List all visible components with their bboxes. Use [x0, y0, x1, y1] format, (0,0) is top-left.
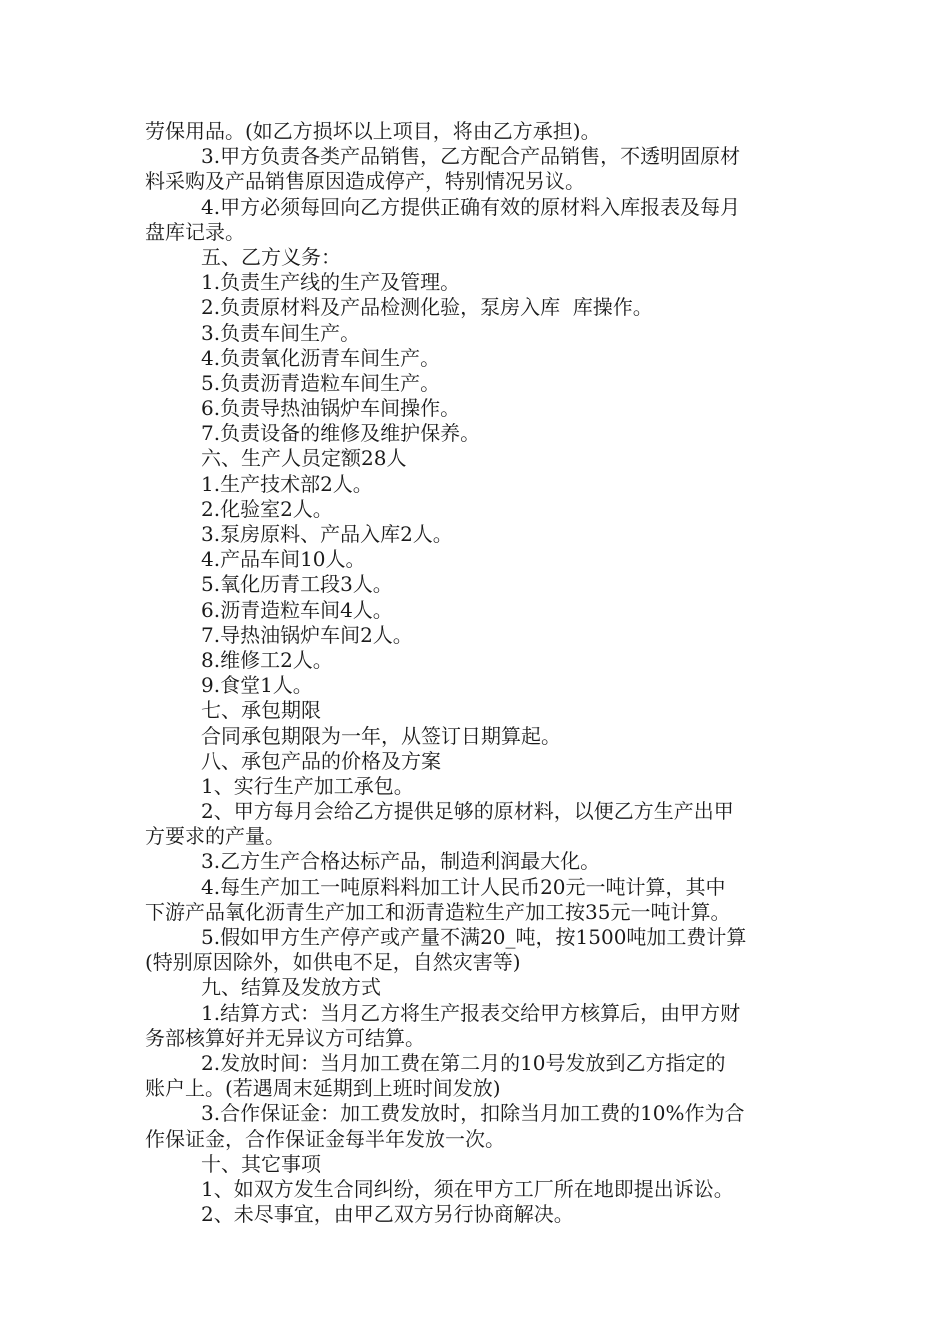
- text-line: 3.甲方负责各类产品销售，乙方配合产品销售，不透明固原材: [201, 144, 741, 169]
- text-line: 五、乙方义务：: [201, 244, 341, 269]
- text-line: 4.甲方必须每回向乙方提供正确有效的原材料入库报表及每月: [201, 194, 741, 219]
- text-line: 3.乙方生产合格达标产品，制造利润最大化。: [201, 849, 601, 874]
- text-line: 2.负责原材料及产品检测化验，泵房入库 库操作。: [201, 295, 653, 320]
- text-line: 2.发放时间：当月加工费在第二月的10号发放到乙方指定的: [201, 1050, 726, 1075]
- text-line: 3.负责车间生产。: [201, 320, 361, 345]
- text-line: 2、甲方每月会给乙方提供足够的原材料，以便乙方生产出甲: [201, 799, 734, 824]
- text-line: 3.合作保证金：加工费发放时，扣除当月加工费的10%作为合: [201, 1101, 745, 1126]
- text-line: 6.沥青造粒车间4人。: [201, 597, 393, 622]
- text-line: 盘库记录。: [145, 219, 245, 244]
- text-line: 5.氧化历青工段3人。: [201, 572, 393, 597]
- document-body: [145, 119, 815, 1227]
- text-line: 1、如双方发生合同纠纷，须在甲方工厂所在地即提出诉讼。: [201, 1176, 734, 1201]
- text-line: 劳保用品。(如乙方损坏以上项目，将由乙方承担)。: [145, 119, 601, 143]
- text-line: 2.化验室2人。: [201, 496, 333, 521]
- text-line: 4.产品车间10人。: [201, 547, 366, 572]
- text-line: 4.每生产加工一吨原料料加工计人民币20元一吨计算，其中: [201, 874, 726, 899]
- text-line: 4.负责氧化沥青车间生产。: [201, 345, 441, 370]
- text-line: 料采购及产品销售原因造成停产，特别情况另议。: [145, 169, 585, 194]
- text-line: 务部核算好并无异议方可结算。: [145, 1025, 425, 1050]
- text-line: 1.负责生产线的生产及管理。: [201, 270, 461, 295]
- text-line: 十、其它事项: [201, 1151, 321, 1176]
- text-line: 6.负责导热油锅炉车间操作。: [201, 396, 461, 421]
- text-line: 合同承包期限为一年，从签订日期算起。: [201, 723, 561, 748]
- text-line: 5.假如甲方生产停产或产量不满20_吨，按1500吨加工费计算: [201, 925, 747, 949]
- text-line: 9.食堂1人。: [201, 673, 313, 698]
- text-line: 1、实行生产加工承包。: [201, 773, 414, 798]
- text-line: 作保证金，合作保证金每半年发放一次。: [145, 1126, 505, 1151]
- text-line: 八、承包产品的价格及方案: [201, 748, 441, 773]
- text-line: 账户上。(若遇周末延期到上班时间发放): [145, 1076, 501, 1101]
- text-line: 5.负责沥青造粒车间生产。: [201, 370, 441, 395]
- text-line: 方要求的产量。: [145, 824, 285, 849]
- text-line: 3.泵房原料、产品入库2人。: [201, 522, 453, 546]
- text-line: 九、结算及发放方式: [201, 975, 381, 1000]
- text-line: (特别原因除外，如供电不足，自然灾害等): [145, 950, 521, 975]
- text-line: 8.维修工2人。: [201, 647, 333, 672]
- text-line: 7.导热油锅炉车间2人。: [201, 622, 413, 647]
- text-line: 六、生产人员定额28人: [201, 446, 407, 471]
- text-line: 1.结算方式：当月乙方将生产报表交给甲方核算后，由甲方财: [201, 1000, 741, 1025]
- text-line: 下游产品氧化沥青生产加工和沥青造粒生产加工按35元一吨计算。: [145, 899, 731, 924]
- text-line: 七、承包期限: [201, 698, 321, 723]
- text-line: 7.负责设备的维修及维护保养。: [201, 421, 481, 446]
- text-line: 1.生产技术部2人。: [201, 471, 373, 496]
- text-line: 2、未尽事宜，由甲乙双方另行协商解决。: [201, 1202, 574, 1227]
